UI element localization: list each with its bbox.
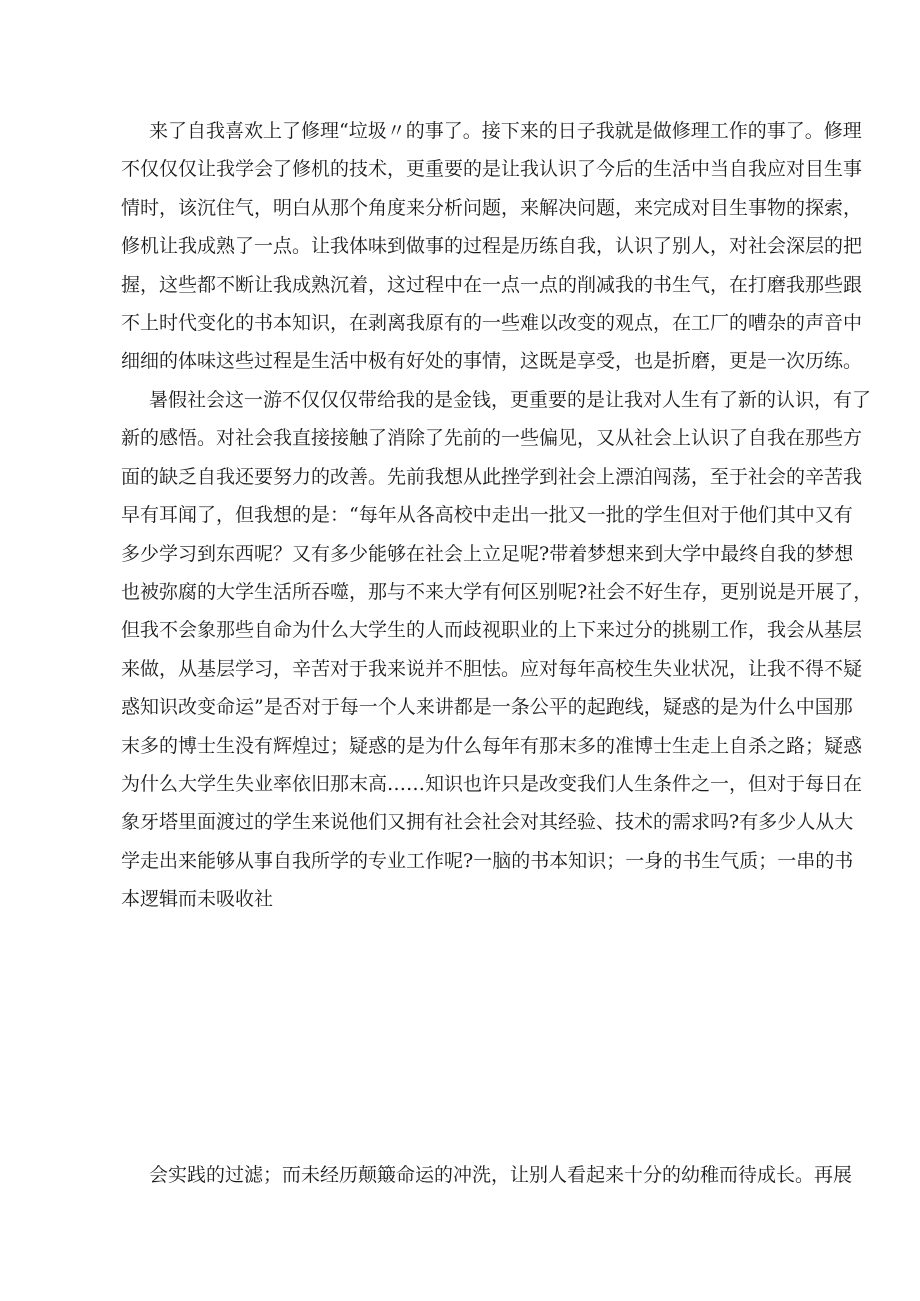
paragraph-2 — [121, 381, 873, 918]
text-line: 新的感悟。对社会我直接接触了消除了先前的一些偏见，又从社会上认识了自我在那些方 — [121, 427, 863, 450]
paragraph-1 — [121, 112, 863, 381]
text-line: 修机让我成熟了一点。让我体味到做事的过程是历练自我，认识了别人，对社会深层的把 — [121, 235, 863, 258]
paragraph-3 — [121, 1156, 853, 1194]
text-line: 末多的博士生没有辉煌过；疑惑的是为什么每年有那末多的准博士生走上自杀之路；疑惑 — [121, 734, 863, 757]
text-line: 象牙塔里面渡过的学生来说他们又拥有社会社会对其经验、技术的需求吗?有多少人从大 — [121, 811, 854, 834]
text-line: 为什么大学生失业率依旧那末高……知识也许只是改变我们人生条件之一，但对于每日在 — [121, 772, 863, 795]
text-line: 不仅仅仅让我学会了修机的技术，更重要的是让我认识了今后的生活中当自我应对目生事 — [121, 158, 863, 181]
text-line: 多少学习到东西呢？又有多少能够在社会上立足呢?带着梦想来到大学中最终自我的梦想 — [121, 542, 854, 565]
text-line: 不上时代变化的书本知识，在剥离我原有的一些难以改变的观点，在工厂的嘈杂的声音中 — [121, 311, 863, 334]
text-line: 早有耳闻了，但我想的是：“每年从各高校中走出一批又一批的学生但对于他们其中又有 — [121, 504, 853, 527]
text-line: 细细的体味这些过程是生活中极有好处的事情，这既是享受，也是折磨，更是一次历练。 — [121, 350, 863, 373]
text-line: 来做，从基层学习，辛苦对于我来说并不胆怯。应对每年高校生失业状况，让我不得不疑 — [121, 657, 863, 680]
text-line: 会实践的过滤；而未经历颠簸命运的冲洗，让别人看起来十分的幼稚而待成长。再展 — [149, 1164, 853, 1186]
text-line: 面的缺乏自我还要努力的改善。先前我想从此挫学到社会上漂泊闯荡，至于社会的辛苦我 — [121, 465, 863, 488]
text-line: 本逻辑而未吸收社 — [121, 888, 274, 911]
text-line: 情时，该沉住气，明白从那个角度来分析问题，来解决问题，来完成对目生事物的探索， — [121, 196, 863, 219]
text-line: 握，这些都不断让我成熟沉着，这过程中在一点一点的削减我的书生气，在打磨我那些跟 — [121, 273, 863, 296]
text-line: 也被弥腐的大学生活所吞噬，那与不来大学有何区别呢?社会不好生存，更别说是开展了， — [121, 580, 873, 603]
text-line: 学走出来能够从事自我所学的专业工作呢?一脑的书本知识；一身的书生气质；一串的书 — [121, 849, 854, 872]
text-line: 惑知识改变命运”是否对于每一个人来讲都是一条公平的起跑线，疑惑的是为什么中国那 — [121, 696, 853, 719]
text-line: 来了自我喜欢上了修理“垃圾〃的事了。接下来的日子我就是做修理工作的事了。修理 — [149, 120, 862, 142]
text-line: 暑假社会这一游不仅仅仅带给我的是金钱，更重要的是让我对人生有了新的认识，有了 — [149, 389, 872, 411]
text-line: 但我不会象那些自命为什么大学生的人而歧视职业的上下来过分的挑剔工作，我会从基层 — [121, 619, 863, 642]
